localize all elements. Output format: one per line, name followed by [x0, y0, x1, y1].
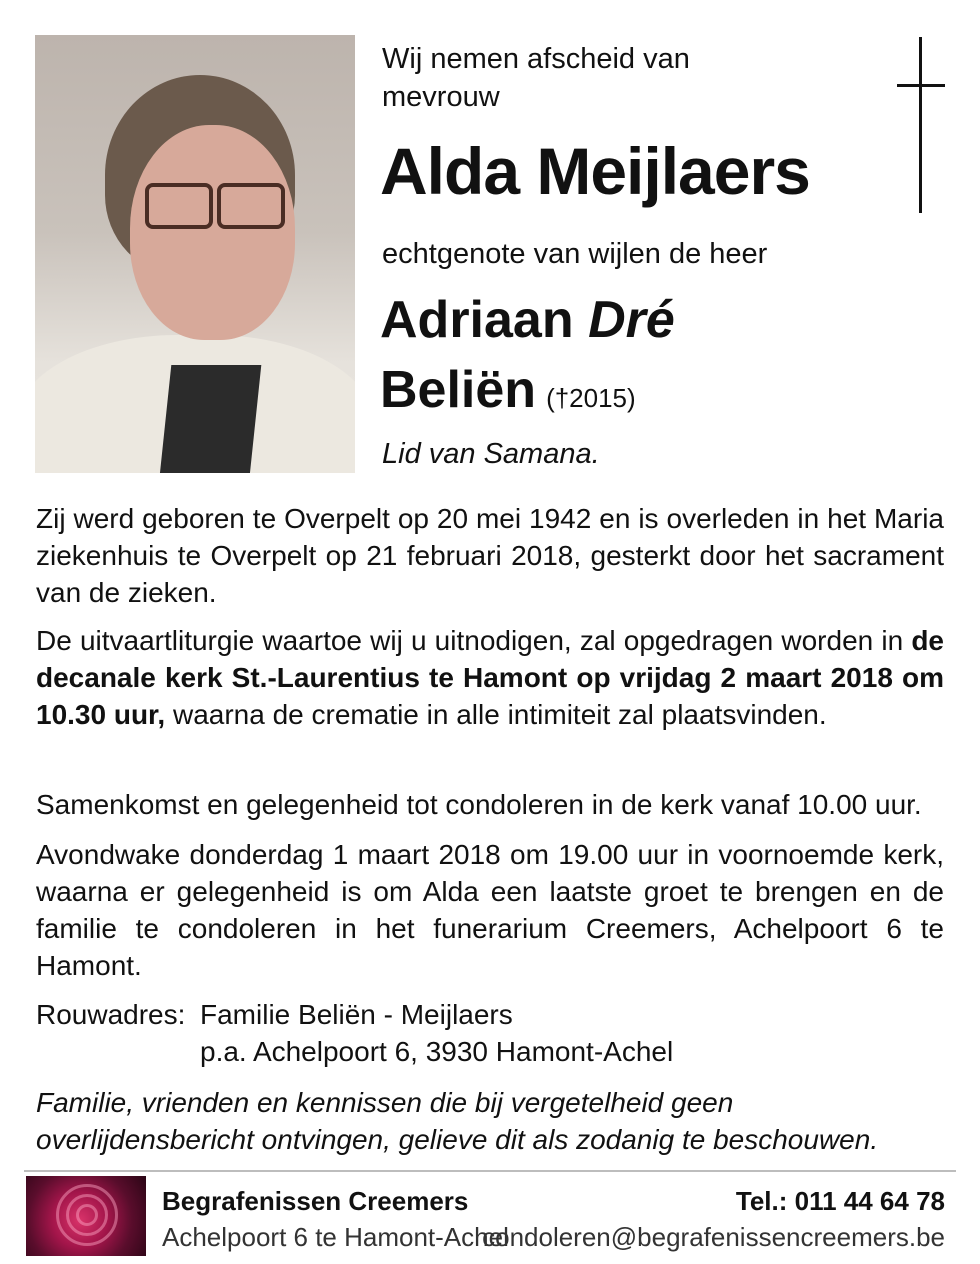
spouse-intro: echtgenote van wijlen de heer: [382, 238, 768, 270]
membership: Lid van Samana.: [382, 438, 600, 470]
funeral-home-address: Achelpoort 6 te Hamont-Achel: [162, 1222, 509, 1252]
address-line2: p.a. Achelpoort 6, 3930 Hamont-Achel: [200, 1036, 674, 1067]
portrait-photo: [35, 35, 355, 473]
spouse-nickname: Dré: [588, 291, 675, 349]
birth-death-paragraph: Zij werd geboren te Overpelt op 20 mei 1942 en is overleden in het Maria ziekenhuis te Overpelt op 21 februari 2018, gesterkt door het sacrament van de zieken.: [36, 503, 944, 608]
deceased-name: Alda Meijlaers: [380, 134, 810, 208]
address-line1: Familie Beliën - Meijlaers: [200, 999, 513, 1030]
phone-number: Tel.: 011 44 64 78: [735, 1186, 945, 1216]
spouse-death-year: (†2015): [546, 383, 636, 413]
gathering-paragraph: Samenkomst en gelegenheid tot condoleren in de kerk vanaf 10.00 uur.: [36, 789, 922, 820]
notice-text: Familie, vrienden en kennissen die bij vergetelheid geen overlijdensbericht ontvingen, gelieve dit als zodanig te beschouwen.: [36, 1087, 879, 1155]
spouse-surname: Beliën (†2015): [380, 361, 636, 419]
funeral-paragraph: De uitvaartliturgie waartoe wij u uitnodigen, zal opgedragen worden in de decanale kerk St.-Laurentius te Hamont op vrijdag 2 maart 2018 om 10.30 uur, waarna de crematie in alle intimiteit zal plaatsvinden.: [36, 625, 944, 730]
address-label: Rouwadres:: [36, 999, 186, 1030]
funeral-home-name: Begrafenissen Creemers: [162, 1186, 469, 1216]
spouse-name: Adriaan Dré: [380, 291, 675, 349]
email-link[interactable]: condoleren@begrafenissencreemers.be: [482, 1222, 945, 1252]
rose-image: [26, 1176, 146, 1256]
wake-paragraph: Avondwake donderdag 1 maart 2018 om 19.00 uur in voornoemde kerk, waarna er gelegenheid is om Alda een laatste groet te brengen en de familie te condoleren in het funerarium Creemers, Achelpoort 6 te Hamont.: [36, 839, 944, 981]
cross-icon: [897, 37, 945, 213]
intro-text: Wij nemen afscheid van mevrouw: [382, 43, 690, 113]
divider: [24, 1170, 956, 1172]
